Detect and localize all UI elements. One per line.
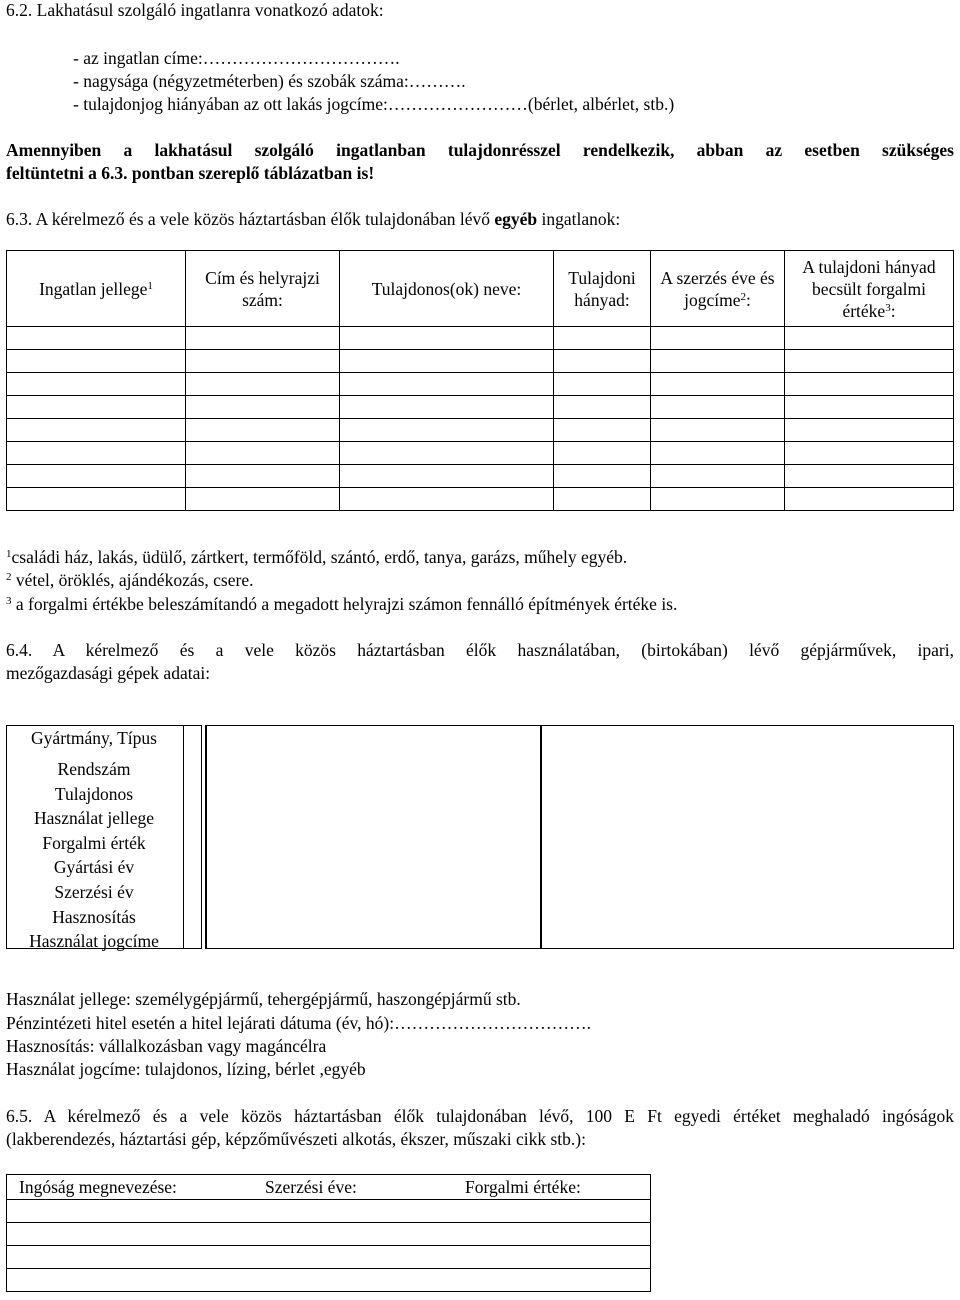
vehicle-note-2: Pénzintézeti hitel esetén a hitel lejárati dátuma (év, hó):……………………………. [6, 1013, 591, 1033]
table-cell[interactable] [554, 488, 651, 511]
table-cell[interactable] [7, 1246, 651, 1269]
col-acq-year: Szerzési éve: [265, 1175, 465, 1200]
section-6-5-intro-line1: 6.5. A kérelmező és a vele közös háztartásban élők tulajdonában lévő, 100 E Ft egyedi értéket meghaladó ingóságok [6, 1106, 954, 1126]
table-cell[interactable] [7, 373, 186, 396]
table-cell[interactable] [554, 350, 651, 373]
footnote-3: $^3$ a forgalmi értékbe beleszámítandó a megadott helyrajzi számon fennálló építmények értéke is. [6, 594, 678, 614]
table-header-row [7, 251, 954, 327]
table-cell[interactable] [785, 327, 954, 350]
table-cell[interactable] [7, 1200, 651, 1223]
vehicle-note-1: Használat jellege: személygépjármű, tehergépjármű, haszongépjármű stb. [6, 989, 521, 1009]
intro-text-end: ingatlanok: [537, 209, 621, 229]
intro-text: 6.3. A kérelmező és a vele közös háztartásban élők tulajdonában lévő [6, 209, 495, 229]
table-cell[interactable] [186, 396, 340, 419]
intro-bold: egyéb [494, 209, 538, 229]
table-cell[interactable] [785, 396, 954, 419]
table-cell[interactable] [554, 396, 651, 419]
field-plate: Rendszám [57, 759, 131, 779]
table-cell[interactable] [651, 488, 785, 511]
table-row [7, 488, 954, 511]
vehicle-value-box-2[interactable] [540, 725, 954, 949]
table-cell[interactable] [340, 373, 554, 396]
table-row [7, 1223, 651, 1246]
table-cell[interactable] [186, 327, 340, 350]
vehicle-note-4: Használat jogcíme: tulajdonos, lízing, bérlet ,egyéb [6, 1059, 366, 1079]
section-6-2-heading: 6.2. Lakhatásul szolgáló ingatlanra vonatkozó adatok: [6, 0, 384, 20]
table-row [7, 396, 954, 419]
table-cell[interactable] [785, 465, 954, 488]
field-owner: Tulajdonos [54, 783, 134, 804]
table-cell[interactable] [651, 350, 785, 373]
field-usage-title: Használat jogcíme [29, 931, 159, 952]
ownership-note-line1: Amennyiben a lakhatásul szolgáló ingatlanban tulajdonrésszel rendelkezik, abban az esetben szükséges [6, 140, 954, 160]
size-line: - nagysága (négyzetméterben) és szobák száma:………. [73, 71, 466, 91]
table-cell[interactable] [651, 465, 785, 488]
table-cell[interactable] [785, 419, 954, 442]
table-row [7, 350, 954, 373]
table-row [7, 373, 954, 396]
address-line: - az ingatlan címe:……………………………. [73, 48, 400, 68]
col-share: Tulajdoni hányad: [554, 251, 651, 327]
table-cell[interactable] [340, 396, 554, 419]
table-cell[interactable] [186, 419, 340, 442]
section-6-4-intro-line2: mezőgazdasági gépek adatai: [6, 663, 211, 683]
real-estate-table [6, 250, 954, 511]
table-cell[interactable] [651, 419, 785, 442]
field-usage-type: Használat jellege [33, 808, 154, 829]
section-6-4-intro-line1: 6.4. A kérelmező és a vele közös háztartásban élők használatában, (birtokában) lévő gépjárművek, ipari, [6, 640, 954, 660]
vehicle-field-list [6, 725, 182, 954]
table-cell[interactable] [651, 396, 785, 419]
col-market-value: A tulajdoni hányad becsült forgalmi értéke$^3$: [785, 251, 954, 327]
footnote-1: $^1$családi ház, lakás, üdülő, zártkert, termőföld, szántó, erdő, tanya, garázs, műhely egyéb. [6, 547, 628, 567]
table-cell[interactable] [186, 442, 340, 465]
table-cell[interactable] [554, 373, 651, 396]
movables-header-row [7, 1175, 651, 1200]
table-cell[interactable] [651, 327, 785, 350]
field-market-value: Forgalmi érték [42, 832, 146, 853]
table-cell[interactable] [7, 1269, 651, 1292]
table-cell[interactable] [7, 442, 186, 465]
table-cell[interactable] [7, 1223, 651, 1246]
ownership-note-line2: feltüntetni a 6.3. pontban szereplő táblázatban is! [6, 163, 375, 183]
table-cell[interactable] [340, 350, 554, 373]
table-cell[interactable] [7, 396, 186, 419]
table-cell[interactable] [340, 327, 554, 350]
table-cell[interactable] [554, 419, 651, 442]
field-make-type: Gyártmány, Típus [31, 728, 157, 748]
col-item-name: Ingóság megnevezése: [7, 1175, 266, 1200]
field-acquisition-year: Szerzési év [54, 881, 134, 902]
table-cell[interactable] [651, 373, 785, 396]
table-cell[interactable] [186, 350, 340, 373]
table-cell[interactable] [186, 488, 340, 511]
col-value: Forgalmi értéke: [465, 1175, 651, 1200]
vehicle-spacer [182, 725, 202, 949]
table-cell[interactable] [340, 442, 554, 465]
table-cell[interactable] [340, 465, 554, 488]
table-cell[interactable] [186, 465, 340, 488]
table-cell[interactable] [651, 442, 785, 465]
table-row [7, 442, 954, 465]
table-cell[interactable] [554, 442, 651, 465]
table-row [7, 327, 954, 350]
col-owners: Tulajdonos(ok) neve: [340, 251, 554, 327]
footnote-2: $^2$ vétel, öröklés, ajándékozás, csere. [6, 570, 254, 590]
table-row [7, 465, 954, 488]
table-cell[interactable] [7, 488, 186, 511]
table-cell[interactable] [554, 465, 651, 488]
movables-table [6, 1174, 651, 1292]
table-cell[interactable] [785, 488, 954, 511]
table-row [7, 419, 954, 442]
table-cell[interactable] [7, 350, 186, 373]
vehicle-note-3: Hasznosítás: vállalkozásban vagy magáncélra [6, 1036, 327, 1056]
col-acquisition: A szerzés éve és jogcíme$^2$: [651, 251, 785, 327]
table-cell[interactable] [7, 419, 186, 442]
vehicle-value-box-1[interactable] [205, 725, 542, 949]
table-cell[interactable] [554, 327, 651, 350]
field-utilization: Hasznosítás [52, 906, 136, 927]
col-property-type: Ingatlan jellege$^1$ [7, 251, 186, 327]
section-6-5-intro-line2: (lakberendezés, háztartási gép, képzőművészeti alkotás, ékszer, műszaki cikk stb.): [6, 1129, 586, 1149]
table-cell[interactable] [7, 465, 186, 488]
title-line: - tulajdonjog hiányában az ott lakás jogcíme:……………………(bérlet, albérlet, stb.) [73, 94, 675, 114]
table-cell[interactable] [340, 488, 554, 511]
field-manufacture-year: Gyártási év [53, 857, 135, 878]
table-cell[interactable] [340, 419, 554, 442]
table-row [7, 1200, 651, 1223]
table-cell[interactable] [785, 442, 954, 465]
col-address: Cím és helyrajzi szám: [186, 251, 340, 327]
section-6-3-intro [6, 209, 620, 230]
table-cell[interactable] [186, 373, 340, 396]
vehicle-block [6, 725, 954, 952]
table-cell[interactable] [785, 350, 954, 373]
table-row [7, 1246, 651, 1269]
table-row [7, 1269, 651, 1292]
table-cell[interactable] [7, 327, 186, 350]
table-cell[interactable] [785, 373, 954, 396]
